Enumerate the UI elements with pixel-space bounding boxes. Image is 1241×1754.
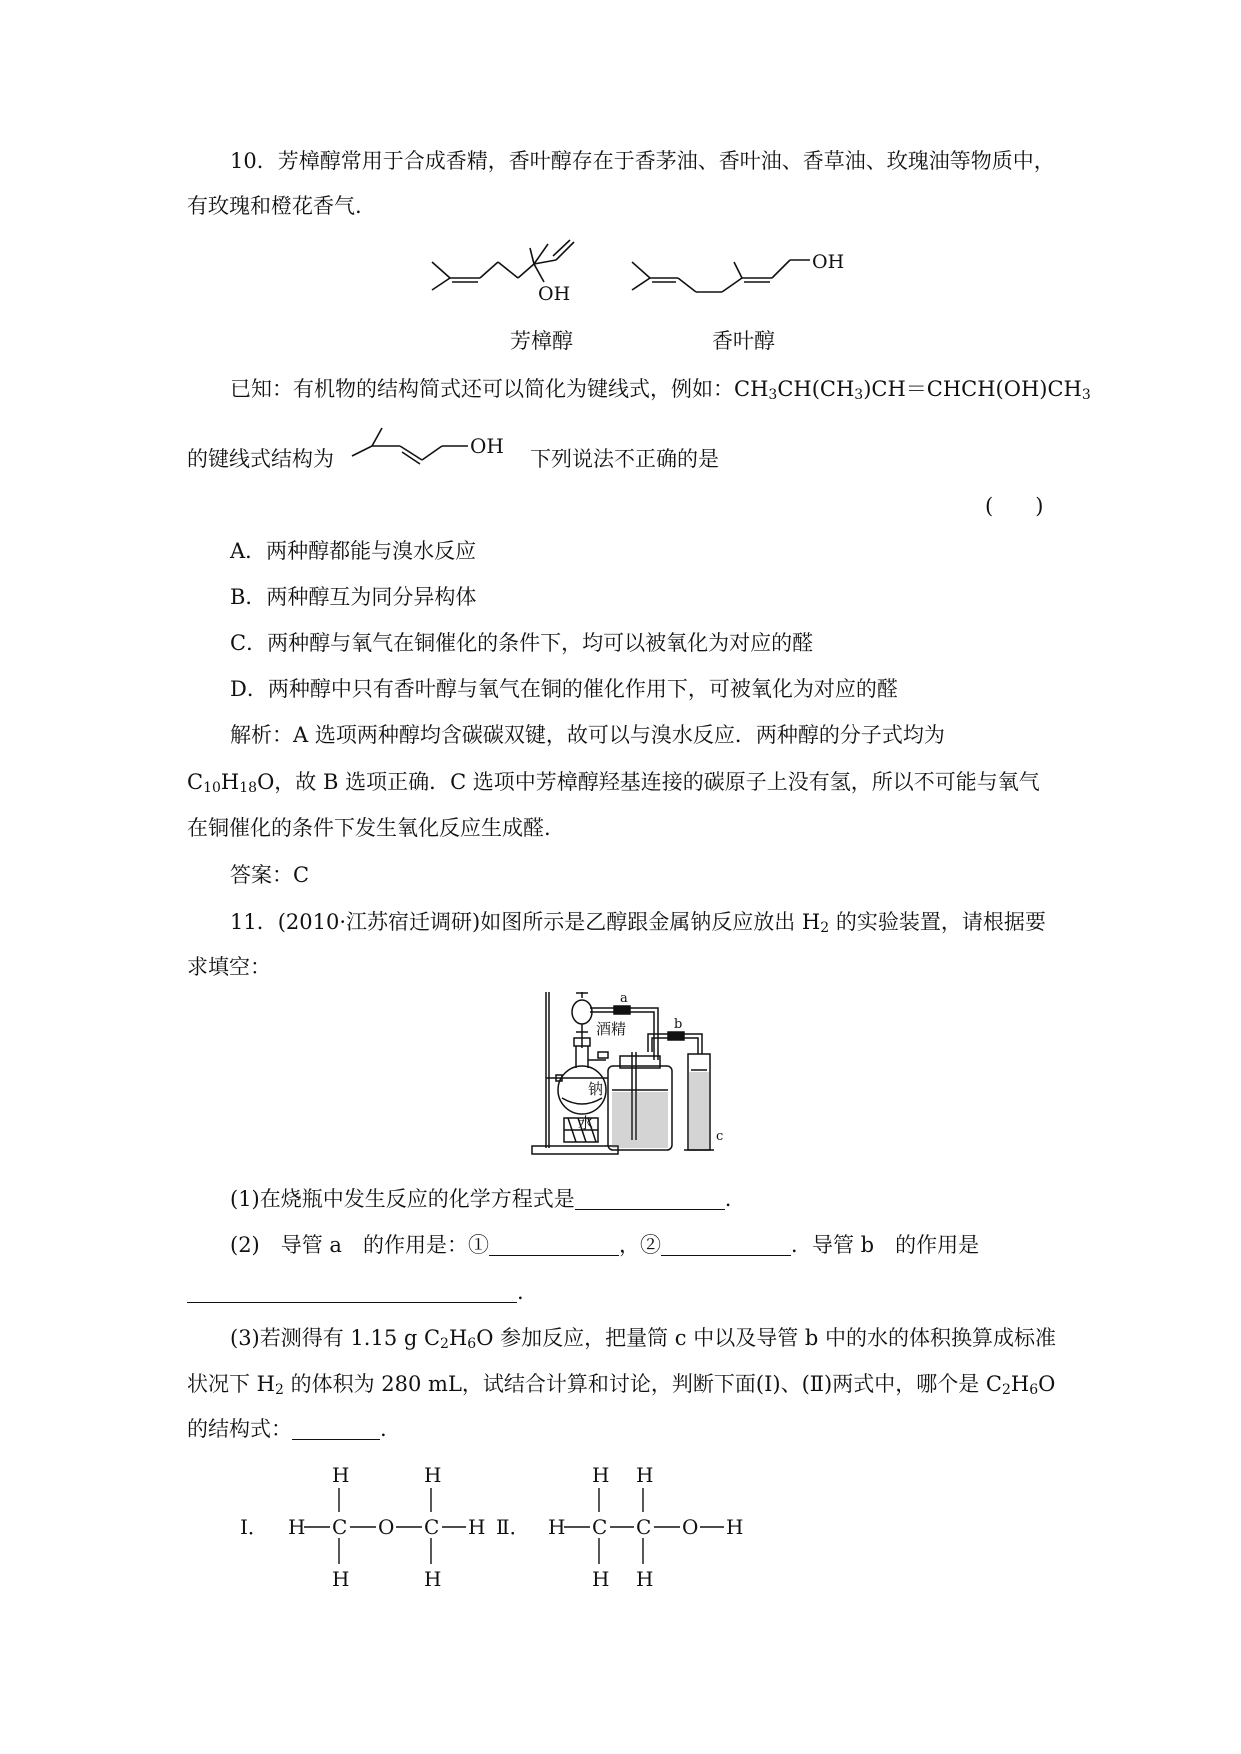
svg-text:H: H [332, 1463, 350, 1487]
geraniol-structure [630, 250, 860, 300]
q11-intro: 11．(2010·江苏宿迁调研)如图所示是乙醇跟金属钠反应放出 $H_2$ 的实验装置，请根据要 [230, 910, 1046, 936]
svg-text:H: H [468, 1515, 486, 1539]
svg-text:Ⅱ．: Ⅱ． [496, 1515, 530, 1539]
geraniol-oh: OH [812, 251, 845, 273]
q10-known-line: 已知：有机物的结构简式还可以简化为键线式，例如：$CH_3CH(CH_3)CH=CHCH(OH)CH_3$ [230, 377, 1091, 403]
svg-text:H: H [726, 1515, 744, 1539]
option-b: B．两种醇互为同分异构体 [230, 585, 477, 609]
structure-ii [496, 1462, 746, 1592]
q11-s1: (1)在烧瓶中发生反应的化学方程式是 . [230, 1187, 732, 1211]
blank-4[interactable] [187, 1282, 517, 1303]
label-a: a [620, 991, 628, 1006]
answer-line: 答案：C [230, 863, 310, 887]
blank-5[interactable] [292, 1419, 380, 1440]
label-sodium: 钠 [588, 1080, 604, 1098]
example-skeletal-structure [350, 426, 510, 466]
svg-text:H: H [332, 1567, 350, 1591]
label-water: 水 [578, 1114, 594, 1132]
svg-text:C: C [592, 1515, 608, 1539]
label-b: b [674, 1017, 683, 1032]
analysis-line3: 在铜催化的条件下发生氧化反应生成醛. [187, 816, 551, 840]
label-c: c [716, 1129, 724, 1144]
linalool-label: 芳樟醇 [510, 329, 573, 353]
q11-intro-line2: 求填空： [187, 955, 271, 979]
q10-line2: 有玫瑰和橙花香气. [187, 194, 362, 218]
q11-s3-line1: (3)若测得有 1.15 g $C_2H_6O$ 参加反应，把量筒 c 中以及导管 b 中的水的体积换算成标准 [230, 1326, 1057, 1352]
q11-s3-line2: 状况下 $H_2$ 的体积为 280 mL，试结合计算和讨论，判断下面(Ⅰ)、(Ⅱ)两式中，哪个是 $C_2H_6O$ [187, 1372, 1056, 1398]
q10-line4-suffix: 下列说法不正确的是 [530, 447, 719, 471]
geraniol-label: 香叶醇 [712, 329, 775, 353]
svg-text:C: C [636, 1515, 652, 1539]
svg-text:C: C [332, 1515, 348, 1539]
svg-text:Ⅰ．: Ⅰ． [240, 1515, 268, 1539]
option-c: C．两种醇与氧气在铜催化的条件下，均可以被氧化为对应的醛 [230, 631, 814, 655]
option-a: A．两种醇都能与溴水反应 [230, 539, 477, 563]
svg-text:H: H [592, 1463, 610, 1487]
svg-text:H: H [636, 1567, 654, 1591]
structure-i [240, 1462, 486, 1592]
svg-text:H: H [424, 1463, 442, 1487]
svg-text:O: O [682, 1515, 699, 1539]
analysis-line2: $C_{10}H_{18}O$，故 B 选项正确．C 选项中芳樟醇羟基连接的碳原子上没有氢，所以不可能与氧气 [187, 770, 1040, 796]
svg-text:H: H [424, 1567, 442, 1591]
blank-3[interactable] [661, 1235, 791, 1256]
linalool-oh: OH [538, 283, 571, 305]
svg-text:H: H [636, 1463, 654, 1487]
q10-line1: 10．芳樟醇常用于合成香精，香叶醇存在于香茅油、香叶油、香草油、玫瑰油等物质中， [230, 149, 1055, 173]
analysis-line1: 解析：A 选项两种醇均含碳碳双键，故可以与溴水反应．两种醇的分子式均为 [230, 723, 945, 747]
svg-text:H: H [548, 1515, 566, 1539]
q10-line4-prefix: 的键线式结构为 [187, 447, 334, 471]
q11-s2: (2) 导管 a 的作用是：① ，② ．导管 b 的作用是 [230, 1233, 980, 1257]
apparatus-diagram [528, 990, 738, 1160]
example-oh: OH [470, 434, 504, 458]
svg-text:H: H [288, 1515, 306, 1539]
blank-1[interactable] [575, 1189, 725, 1210]
svg-text:H: H [592, 1567, 610, 1591]
svg-text:O: O [378, 1515, 395, 1539]
blank-2[interactable] [489, 1235, 619, 1256]
svg-text:C: C [424, 1515, 440, 1539]
option-d: D．两种醇中只有香叶醇与氧气在铜的催化作用下，可被氧化为对应的醛 [230, 677, 898, 701]
q11-s2-line2: . [187, 1279, 524, 1305]
label-alcohol: 酒精 [596, 1020, 627, 1038]
answer-paren: ( ) [985, 494, 1044, 518]
q11-s3-line3: 的结构式： . [187, 1417, 387, 1441]
linalool-structure [430, 240, 590, 308]
